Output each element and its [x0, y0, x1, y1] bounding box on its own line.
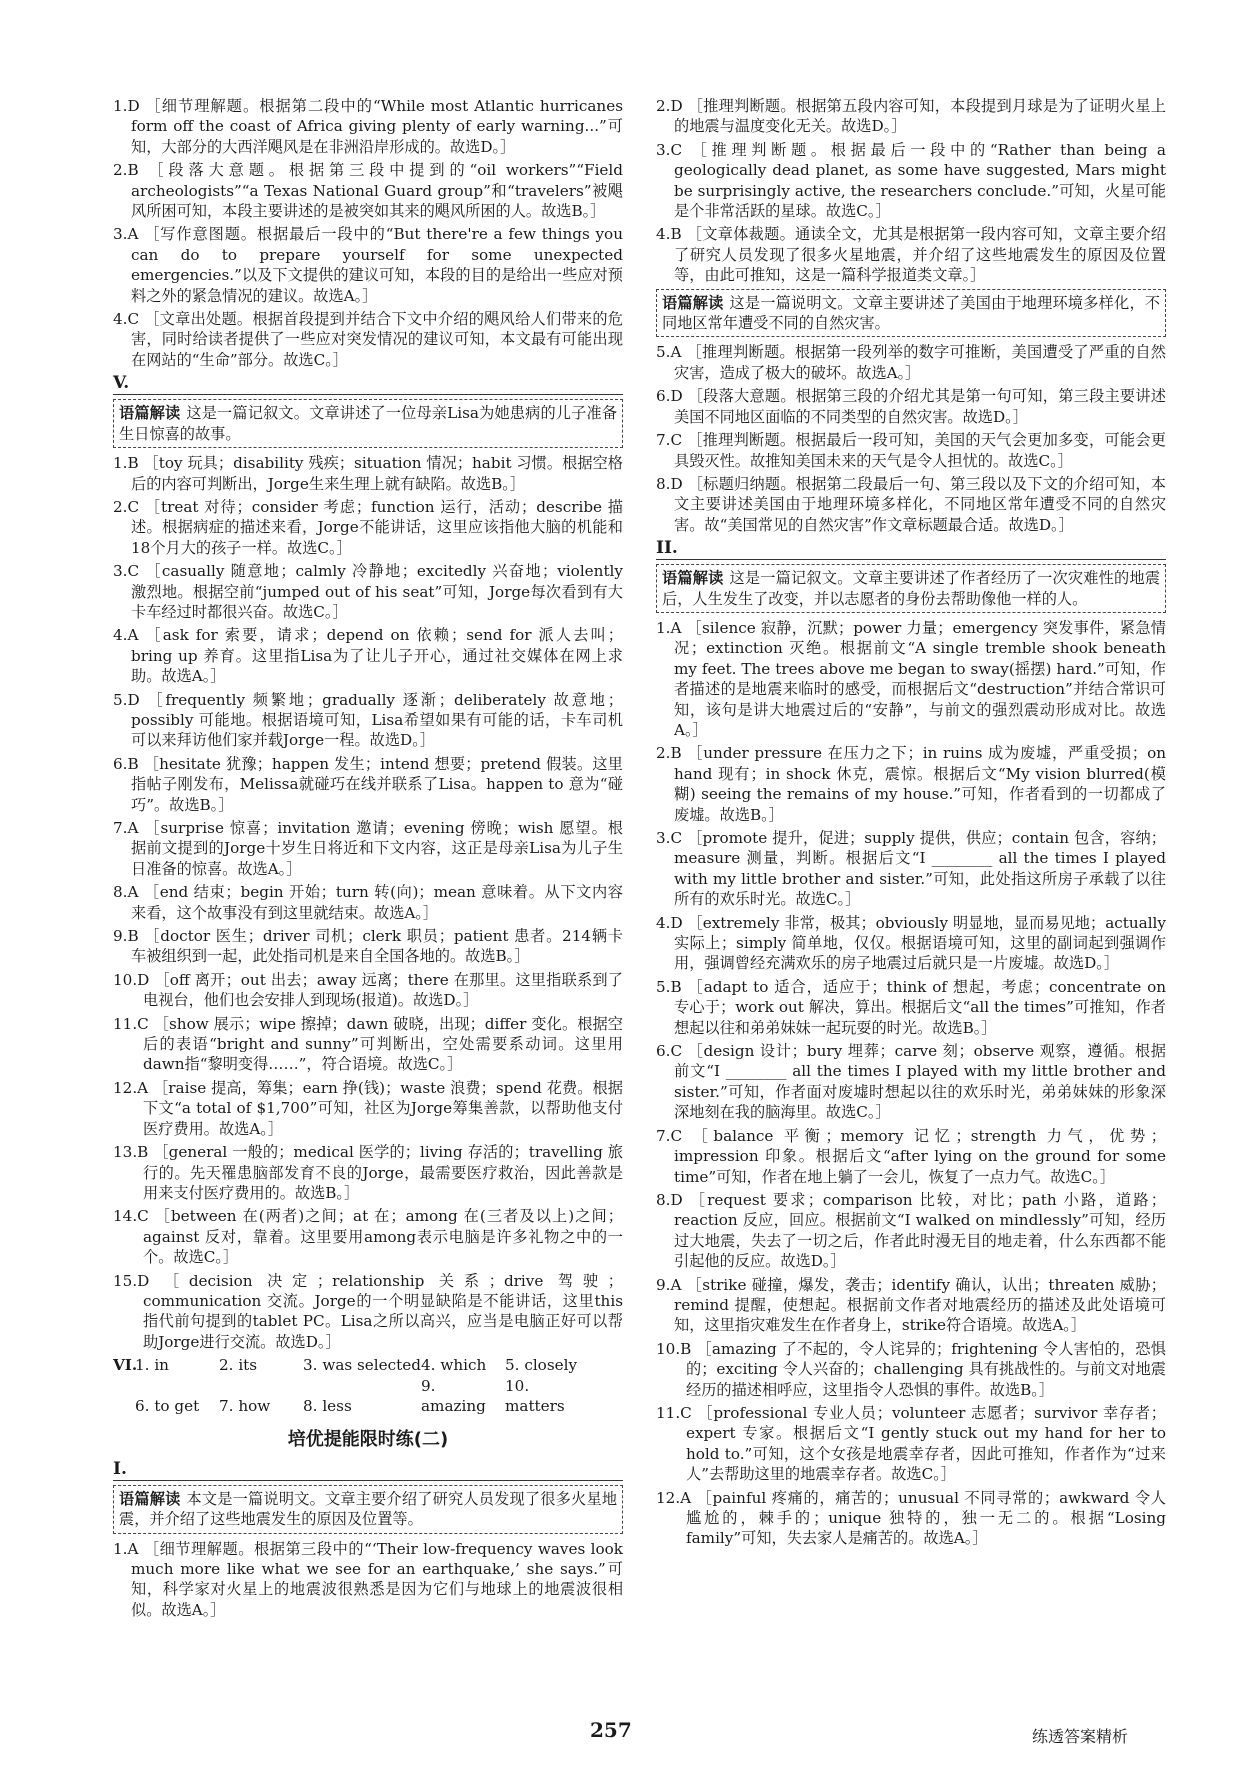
- vi-answer: 9. amazing: [421, 1376, 486, 1415]
- answer-item: 4.B ［文章体裁题。通读全文，尤其是根据第一段内容可知，文章主要介绍了研究人员发现了很多火星地震，并介绍了这些地震发生的原因及位置等，由此可推知，这是一篇科学报道类文章。］: [656, 225, 1166, 285]
- right-column: [656, 96, 1166, 1552]
- practice-title: 培优提能限时练(二): [287, 1429, 449, 1451]
- vi-answer: 5. closely: [505, 1356, 578, 1375]
- summary-tag: 语篇解读: [662, 293, 724, 312]
- answer-item: 3.A ［写作意图题。根据最后一段中的“But there're a few things you can do to prepare yourself for some unexpected emergencies.”以及下文提供的建议可知，本段的目的是给出一些应对预料之外的紧急情况的建议。故选A。］: [113, 225, 623, 305]
- answer-item: 13.B ［general 一般的；medical 医学的；living 存活的；travelling 旅行的。先天罹患脑部发育不良的Jorge，最需要医疗救治，因此善款是用来支付医疗费用的。故选B。］: [113, 1143, 623, 1202]
- summary-text: 这是一篇记叙文。文章主要讲述了作者经历了一次灾难性的地震后，人生发生了改变，并以志愿者的身份去帮助像他一样的人。: [662, 569, 1161, 608]
- page-number: 257: [590, 1718, 632, 1742]
- vi-answer: 4. which: [421, 1356, 487, 1375]
- answer-item: 10.D ［off 离开；out 出去；away 远离；there 在那里。这里指联系到了电视台，他们也会安排人到现场(报道)。故选D。］: [113, 970, 623, 1010]
- answer-item: 7.C ［balance 平衡；memory 记忆；strength 力气，优势；impression 印象。根据后文“after lying on the ground for some time”可知，作者在地上躺了一会儿，恢复了一点力气。故选C。］: [656, 1126, 1166, 1186]
- passage-summary-box: [656, 564, 1166, 613]
- summary-tag: 语篇解读: [119, 1489, 181, 1508]
- summary-text: 这是一篇说明文。文章主要讲述了美国由于地理环境多样化，不同地区常年遭受不同的自然灾害。: [662, 293, 1161, 333]
- summary-text: 本文是一篇说明文。文章主要介绍了研究人员发现了很多火星地震，并介绍了这些地震发生的原因及位置等。: [119, 1489, 618, 1529]
- answer-item: 2.B ［under pressure 在压力之下；in ruins 成为废墟，严重受损；on hand 现有；in shock 休克，震惊。根据后文“My vision blurred(模糊) seeing the remains of my house.”可知，作者看到的一切都成了废墟。故选B。］: [656, 744, 1166, 824]
- section-heading-v: V.: [113, 373, 623, 395]
- answer-item: 6.C ［design 设计；bury 埋葬；carve 刻；observe 观察，遵循。根据前文“I ________ all the times I played with my little brother and sister.”可知，作者面对废墟时想起以往的欢乐时光，弟弟妹妹的形象深深地刻在我的脑海里。故选C。］: [656, 1042, 1166, 1122]
- vi-answer: 6. to get: [135, 1396, 200, 1415]
- answer-item: 2.C ［treat 对待；consider 考虑；function 运行，活动；describe 描述。根据病症的描述来看，Jorge不能讲话，这里应该指他大脑的机能和18个月大的孩子一样。故选C。］: [113, 497, 623, 557]
- answer-item: 7.C ［推理判断题。根据最后一段可知，美国的天气会更加多变，可能会更具毁灭性。故推知美国未来的天气是令人担忧的。故选C。］: [656, 431, 1166, 470]
- vi-answer: 3. was selected: [303, 1356, 421, 1375]
- vi-answer: 7. how: [219, 1396, 271, 1415]
- answer-item: 9.B ［doctor 医生；driver 司机；clerk 职员；patient 患者。214辆卡车被组织到一起，此处指司机是来自全国各地的。故选B。］: [113, 927, 623, 966]
- answer-item: 12.A ［painful 疼痛的，痛苦的；unusual 不同寻常的；awkward 令人尴尬的，棘手的；unique 独特的，独一无二的。根据“Losing family”可知，失去家人是痛苦的。故选A。］: [656, 1488, 1166, 1548]
- answer-item: 6.B ［hesitate 犹豫；happen 发生；intend 想要；pretend 假装。这里指帖子刚发布，Melissa就碰巧在线并联系了Lisa。happen to 意为“碰巧”。故选B。］: [113, 754, 623, 814]
- answer-item: 8.D ［request 要求；comparison 比较，对比；path 小路，道路；reaction 反应，回应。根据前文“I walked on mindlessly”可知，经历过大地震，失去了一切之后，作者此时漫无目的地走着，什么东西都不能引起他的反应。故选D。］: [656, 1190, 1166, 1271]
- answer-item: 5.D ［frequently 频繁地；gradually 逐渐；deliberately 故意地；possibly 可能地。根据语境可知，Lisa希望如果有可能的话，卡车司机可以来拜访他们家并载Jorge一程。故选D。］: [113, 690, 623, 750]
- footer-label: 练透答案精析: [1032, 1727, 1129, 1746]
- answer-item: 3.C ［推理判断题。根据最后一段中的“Rather than being a geologically dead planet, as some have suggested, Mars might be surprisingly active, the researchers conclude.”可知，火星可能是个非常活跃的星球。故选C。］: [656, 140, 1166, 221]
- left-column: [113, 96, 623, 1623]
- answer-item: 3.C ［promote 提升，促进；supply 提供，供应；contain 包含，容纳；measure 测量，判断。根据后文“I ________ all the times I played with my little brother and sister.”可知，此处指这所房子承载了以往所有的欢乐时光。故选C。］: [656, 829, 1166, 909]
- answer-item: 1.B ［toy 玩具；disability 残疾；situation 情况；habit 习惯。根据空格后的内容可判断出，Jorge生来生理上就有缺陷。故选B。］: [113, 454, 623, 493]
- answer-item: 5.B ［adapt to 适合，适应于；think of 想起，考虑；concentrate on 专心于；work out 解决，算出。根据后文“all the times”可推知，作者想起以往和弟弟妹妹一起玩耍的时光。故选B。］: [656, 977, 1166, 1037]
- vi-answer: 10. matters: [505, 1376, 565, 1415]
- answer-item: 7.A ［surprise 惊喜；invitation 邀请；evening 傍晚；wish 愿望。根据前文提到的Jorge十岁生日将近和下文内容，这正是母亲Lisa为儿子生日准备的惊喜。故选A。］: [113, 819, 623, 878]
- passage-summary-box: [113, 1485, 623, 1534]
- section-heading-i: I.: [113, 1459, 623, 1481]
- answer-item: 6.D ［段落大意题。根据第三段的介绍尤其是第一句可知，第三段主要讲述美国不同地区面临的不同类型的自然灾害。故选D。］: [656, 387, 1166, 426]
- answer-item: 14.C ［between 在(两者)之间；at 在；among 在(三者及以上)之间；against 反对，靠着。这里要用among表示电脑是许多礼物之中的一个。故选C。］: [113, 1207, 623, 1267]
- answer-item: 3.C ［casually 随意地；calmly 冷静地；excitedly 兴奋地；violently 激烈地。根据空前“jumped out of his seat”可知，Jorge每次看到有大卡车经过时都很兴奋。故选C。］: [113, 562, 623, 621]
- section-vi-answers: [113, 1355, 623, 1416]
- answer-item: 1.A ［细节理解题。根据第三段中的“‘Their low-frequency waves look much more like what we see for an earthquake,’ she says.”可知，科学家对火星上的地震波很熟悉是因为它们与地球上的地震波很相似。故选A。］: [113, 1539, 623, 1619]
- answer-item: 8.D ［标题归纳题。根据第二段最后一句、第三段以及下文的介绍可知，本文主要讲述美国由于地理环境多样化，不同地区常年遭受不同的自然灾害。故“美国常见的自然灾害”作文章标题最合适。故选D。］: [656, 474, 1166, 534]
- answer-item: 11.C ［professional 专业人员；volunteer 志愿者；survivor 幸存者；expert 专家。根据后文“I gently stuck out my hand for her to hold to.”可知，这个女孩是地震幸存者，因此可推知，作者作为“过来人”去帮助这里的地震幸存者。故选C。］: [656, 1403, 1166, 1484]
- answer-item: 12.A ［raise 提高，筹集；earn 挣(钱)；waste 浪费；spend 花费。根据下文“a total of $1,700”可知，社区为Jorge筹集善款，以帮助他支付医疗费用。故选A。］: [113, 1078, 623, 1138]
- passage-summary-box: [656, 289, 1166, 338]
- vi-answer: 8. less: [303, 1396, 352, 1415]
- answer-item: 2.B ［段落大意题。根据第三段中提到的“oil workers”“Field archeologists”“a Texas National Guard group”和“travelers”被飓风所困可知，本段主要讲述的是被突如其来的飓风所困的人。故选B。］: [113, 161, 623, 221]
- summary-tag: 语篇解读: [119, 404, 181, 423]
- summary-tag: 语篇解读: [662, 569, 724, 588]
- answer-item: 4.A ［ask for 索要，请求；depend on 依赖；send for 派人去叫；bring up 养育。这里指Lisa为了让儿子开心，通过社交媒体在网上求助。故选A。］: [113, 626, 623, 686]
- vi-answer: 1. in: [135, 1356, 169, 1375]
- answer-item: 8.A ［end 结束；begin 开始；turn 转(向)；mean 意味着。从下文内容来看，这个故事没有到这里就结束。故选A。］: [113, 883, 623, 922]
- summary-text: 这是一篇记叙文。文章讲述了一位母亲Lisa为她患病的儿子准备生日惊喜的故事。: [119, 404, 618, 443]
- answer-item: 4.D ［extremely 非常，极其；obviously 明显地，显而易见地；actually 实际上；simply 简单地，仅仅。根据语境可知，这里的副词起到强调作用，强调曾经充满欢乐的房子地震过后就只是一片废墟。故选D。］: [656, 913, 1166, 973]
- answer-item: 10.B ［amazing 了不起的，令人诧异的；frightening 令人害怕的，恐惧的；exciting 令人兴奋的；challenging 具有挑战性的。与前文对地震经历的描述相呼应，这里指令人恐惧的事件。故选B。］: [656, 1339, 1166, 1399]
- answer-item: 1.A ［silence 寂静，沉默；power 力量；emergency 突发事件，紧急情况；extinction 灭绝。根据前文“A single tremble shook beneath my feet. The trees above me began to sway(摇摆) hard.”可知，作者描述的是地震来临时的感受，而根据后文“destruction”并结合常识可知，该句是讲大地震过后的“安静”，与前文的强烈震动形成对比。故选A。］: [656, 618, 1166, 739]
- answer-item: 11.C ［show 展示；wipe 擦掉；dawn 破晓，出现；differ 变化。根据空后的表语“bright and sunny”可判断出，空处需要系动词。这里用dawn指“黎明变得……”，符合语境。故选C。］: [113, 1014, 623, 1074]
- vi-answer: 2. its: [219, 1356, 258, 1375]
- answer-item: 4.C ［文章出处题。根据首段提到并结合下文中介绍的飓风给人们带来的危害，同时给读者提供了一些应对突发情况的建议可知，本文最有可能出现在网站的“生命”部分。故选C。］: [113, 310, 623, 369]
- answer-item: 15.D ［decision 决定；relationship 关系；drive 驾驶；communication 交流。Jorge的一个明显缺陷是不能讲话，这里this指代前句提到的tablet PC。Lisa之所以高兴，应当是电脑正好可以帮助Jorge进行交流。故选D。］: [113, 1271, 623, 1351]
- section-heading-vi: VI.: [113, 1356, 138, 1375]
- answer-item: 1.D ［细节理解题。根据第二段中的“While most Atlantic hurricanes form off the coast of Africa giving plenty of early warning...”可知，大部分的大西洋飓风是在非洲沿岸形成的。故选D。］: [113, 97, 623, 156]
- section-heading-ii: II.: [656, 538, 1166, 560]
- passage-summary-box: [113, 399, 623, 448]
- vi-row-2: [135, 1376, 623, 1417]
- answer-item: 2.D ［推理判断题。根据第五段内容可知，本段提到月球是为了证明火星上的地震与温度变化无关。故选D。］: [656, 97, 1166, 136]
- answer-item: 5.A ［推理判断题。根据第一段列举的数字可推断，美国遭受了严重的自然灾害，造成了极大的破坏。故选A。］: [656, 343, 1166, 382]
- vi-row-1: [135, 1355, 623, 1375]
- answer-item: 9.A ［strike 碰撞，爆发，袭击；identify 确认，认出；threaten 威胁；remind 提醒，使想起。根据前文作者对地震经历的描述及此处语境可知，这里指灾难发生在作者身上，strike符合语境。故选A。］: [656, 1275, 1166, 1335]
